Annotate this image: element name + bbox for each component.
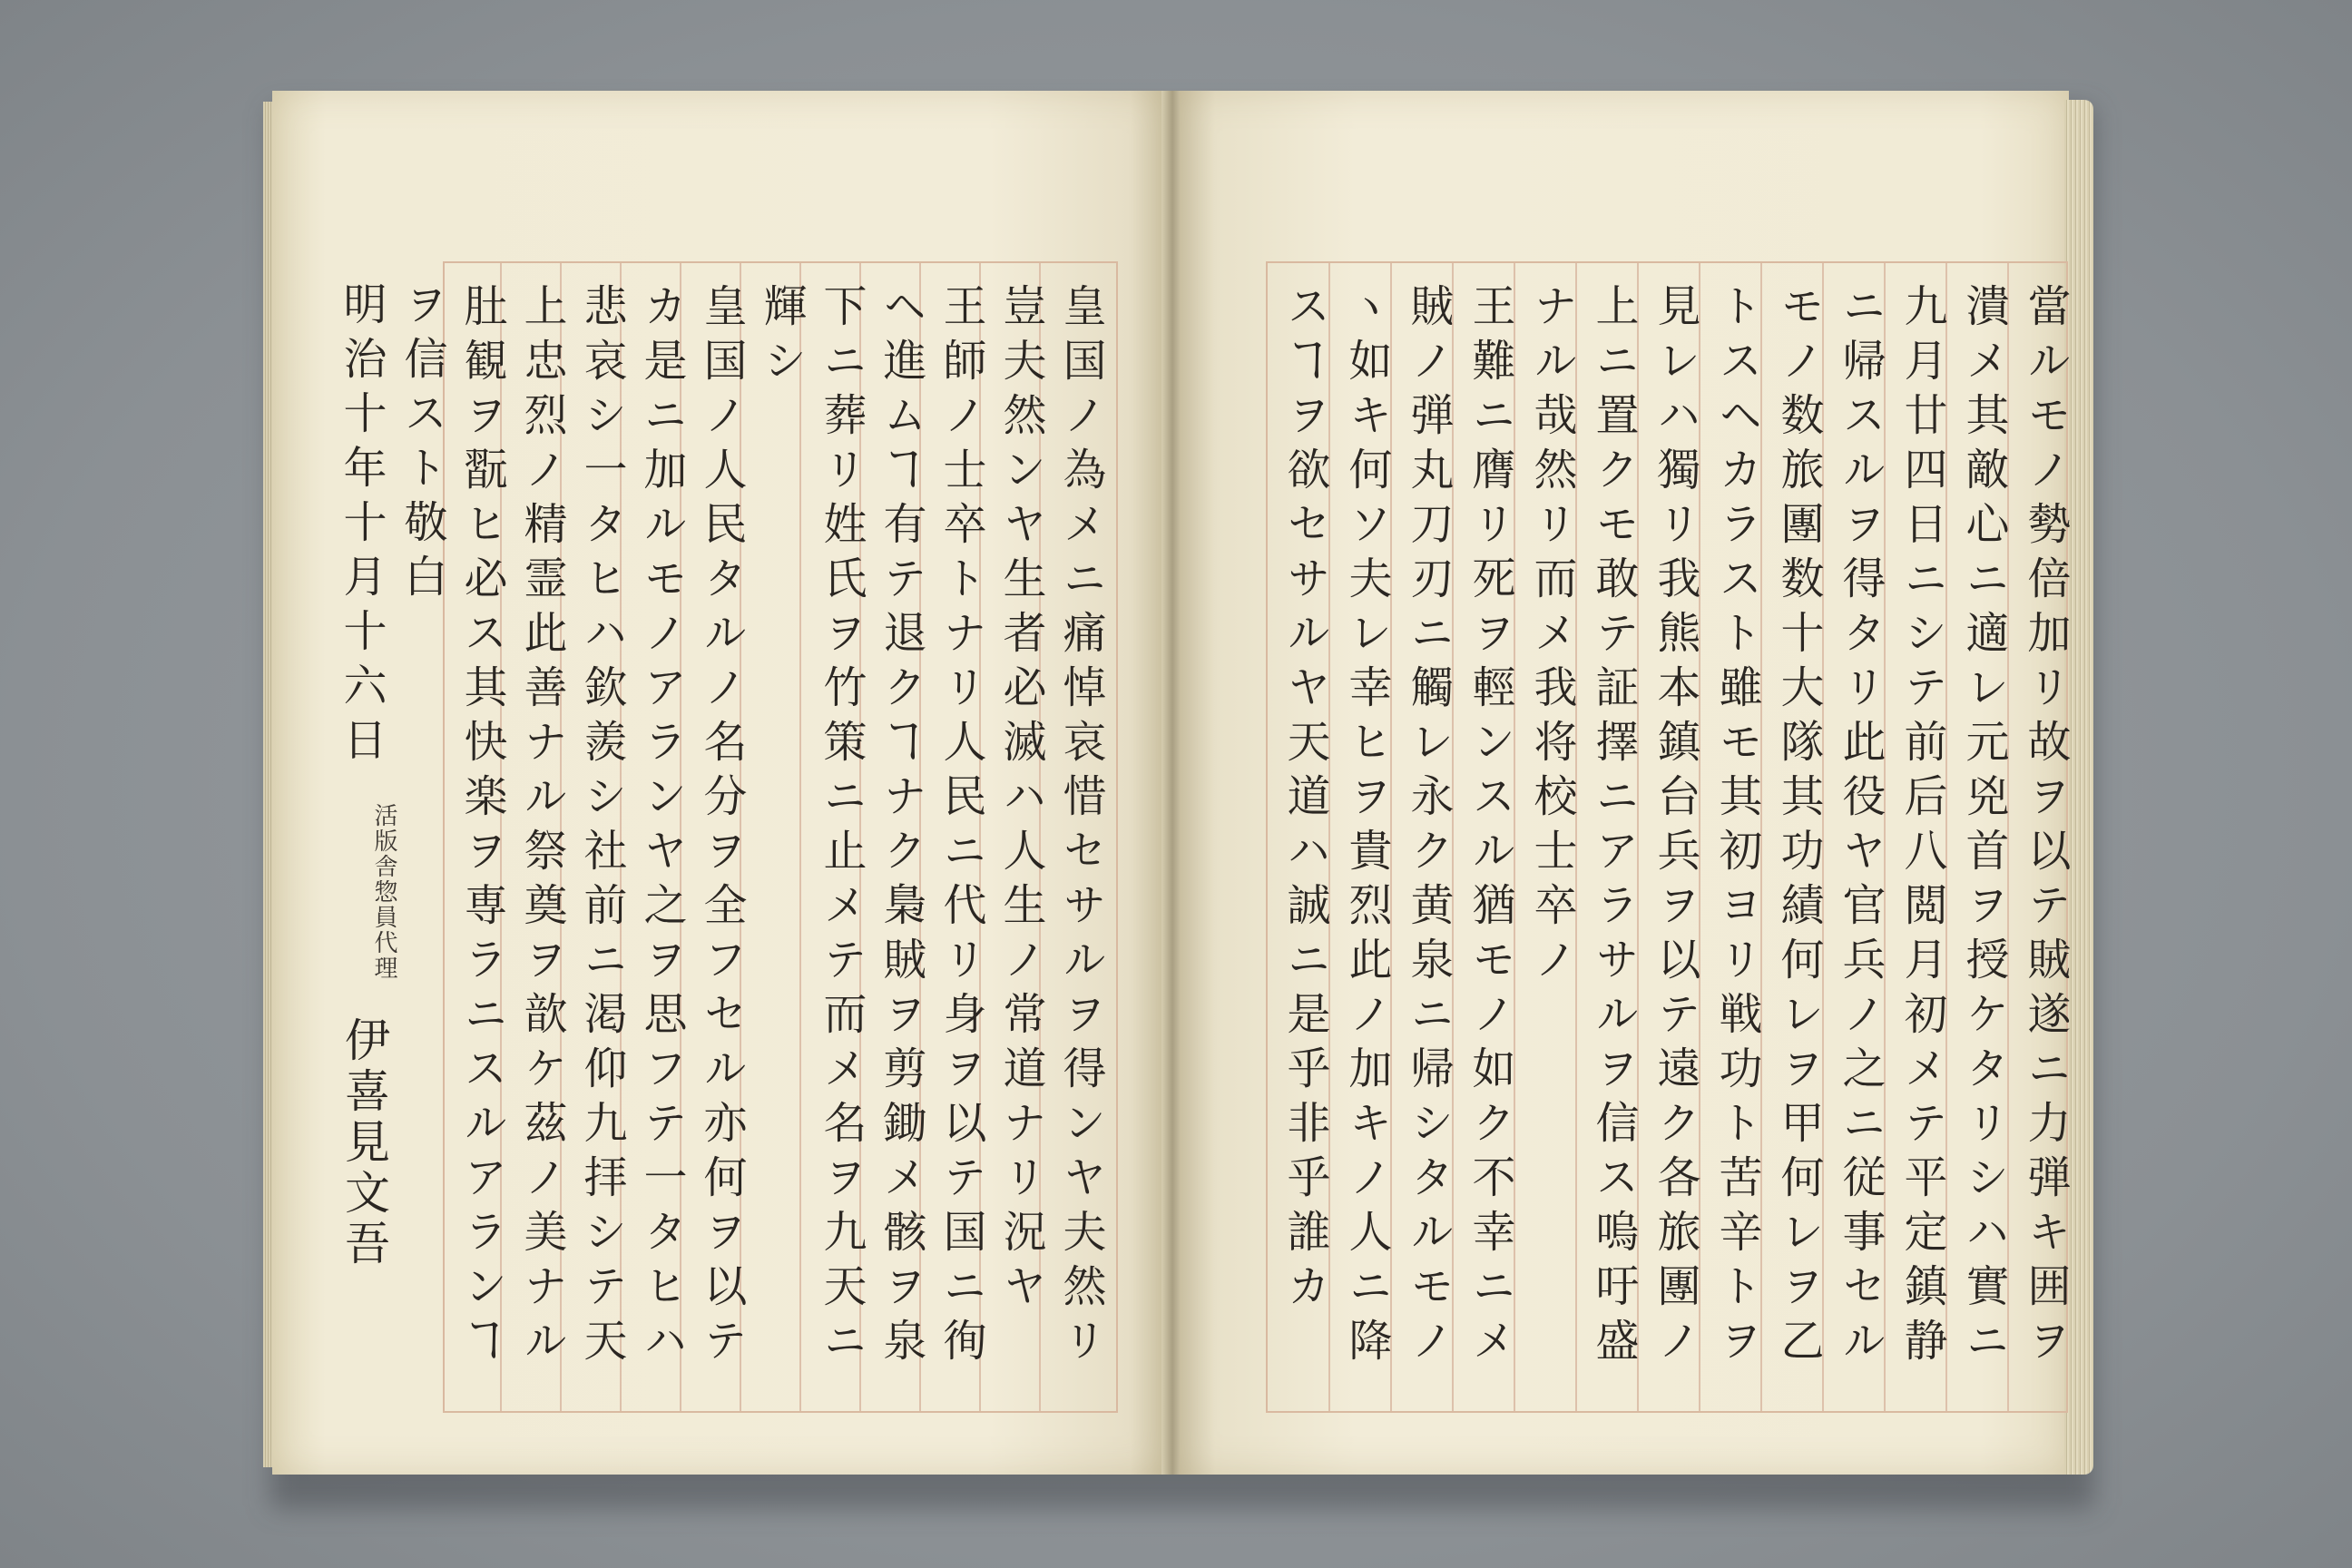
right-column-10: 王難ニ膺リ死ヲ輕ンスル猶モノ如ク不幸ニメ	[1465, 283, 1515, 1372]
left-column-3: 王師ノ士卒トナリ人民ニ代リ身ヲ以テ国ニ徇	[936, 283, 986, 1372]
left-column-2: 豈夫然ンヤ生者必滅ハ人生ノ常道ナリ況ヤ	[995, 283, 1046, 1318]
left-column-10: 上忠烈ノ精霊此善ナル祭奠ヲ歆ケ茲ノ美ナル	[516, 283, 567, 1372]
right-column-3: 九月廿四日ニシテ前后八閲月初メテ平定鎮静	[1896, 283, 1947, 1372]
left-column-7: 皇国ノ人民タルノ名分ヲ全フセル亦何ヲ以テ	[696, 283, 747, 1372]
right-column-5: モノ数旅團数十大隊其功績何レヲ甲何レヲ乙	[1773, 283, 1824, 1372]
right-column-2: 潰メ其敵心ニ適レ元兇首ヲ授ケタリシハ實ニ	[1958, 283, 2009, 1372]
date-line: 明治十年十月十六日	[336, 281, 387, 771]
right-column-13: スヿヲ欲セサルヤ天道ハ誠ニ是乎非乎誰カ	[1279, 283, 1330, 1318]
left-column-12: ヲ信スト敬白	[397, 281, 447, 608]
left-column-5: 下ニ葬リ姓氏ヲ竹策ニ止メテ而メ名ヲ九天ニ	[816, 283, 867, 1372]
left-column-4: ヘ進ムヿ有テ退クヿナク梟賊ヲ剪鋤メ骸ヲ泉	[876, 283, 926, 1372]
signature: 伊喜見文吾	[338, 1016, 390, 1270]
right-column-7: 見レハ獨リ我熊本鎮台兵ヲ以テ遠ク各旅團ノ	[1650, 283, 1700, 1372]
right-column-9: ナル哉然リ而メ我将校士卒ノ	[1526, 283, 1577, 991]
right-column-6: トスヘカラスト雖モ其初ヨリ戦功ト苦辛トヲ	[1711, 283, 1762, 1372]
left-column-9: 悲哀シ一タヒハ欽羨シ社前ニ渇仰九拝シテ天	[576, 283, 627, 1372]
right-column-1: 當ルモノ勢倍加リ故ヲ以テ賊遂ニ力弾キ囲ヲ	[2020, 283, 2071, 1372]
office-line: 活版舎惣員代理	[370, 803, 397, 981]
left-column-6: 輝シ	[756, 283, 807, 392]
right-column-4: ニ帰スルヲ得タリ此役ヤ官兵ノ之ニ従事セル	[1835, 283, 1886, 1372]
left-column-8: カ是ニ加ルモノアランヤ之ヲ思フテ一タヒハ	[636, 283, 687, 1372]
right-text-frame	[1266, 261, 2071, 1413]
left-column-1: 皇国ノ為メニ痛悼哀惜セサルヲ得ンヤ夫然リ	[1055, 283, 1106, 1372]
right-column-12: ヽ如キ何ソ夫レ幸ヒヲ貴烈此ノ加キノ人ニ降	[1341, 283, 1392, 1372]
left-column-11: 肚観ヲ翫ヒ必ス其快楽ヲ専ラニスルアランヿ	[456, 283, 507, 1372]
left-text-frame	[443, 261, 1118, 1413]
right-column-11: 賊ノ弾丸刀刃ニ觸レ永ク黄泉ニ帰シタルモノ	[1403, 283, 1454, 1372]
right-column-8: 上ニ置クモ敢テ証擇ニアラサルヲ信ス嗚吁盛	[1588, 283, 1639, 1372]
